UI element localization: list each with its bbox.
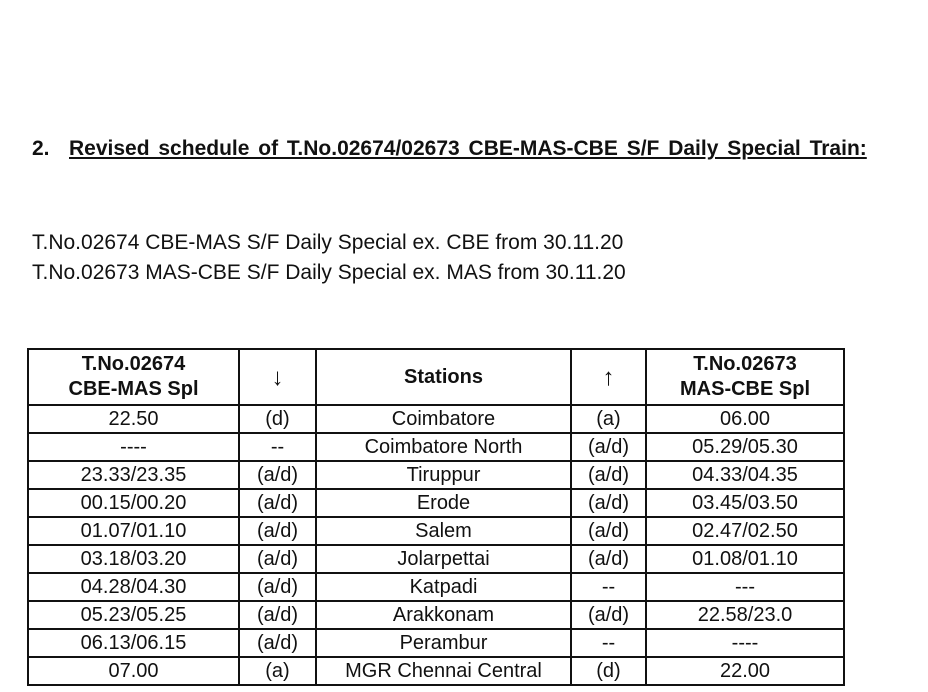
cell-station-name: Perambur <box>316 629 571 657</box>
table-row <box>28 517 844 545</box>
cell-02673-arr-dep: (a/d) <box>571 545 646 573</box>
cell-02673-time: 02.47/02.50 <box>646 517 844 545</box>
cell-02674-arr-dep: (a/d) <box>239 517 316 545</box>
header-row <box>28 349 844 405</box>
cell-02674-arr-dep: (a/d) <box>239 489 316 517</box>
header-train-number: T.No.02673 <box>693 353 797 375</box>
cell-02673-arr-dep: -- <box>571 573 646 601</box>
cell-02674-time: 06.13/06.15 <box>28 629 239 657</box>
cell-02674-time: ---- <box>28 433 239 461</box>
cell-02673-arr-dep: (a/d) <box>571 517 646 545</box>
table-row <box>28 629 844 657</box>
cell-station-name: Coimbatore <box>316 405 571 433</box>
section-title: Revised schedule of T.No.02674/02673 CBE-MAS-CBE S/F Daily Special Train: <box>69 137 867 160</box>
cell-02674-arr-dep: (a/d) <box>239 629 316 657</box>
header-train-name: MAS-CBE Spl <box>680 378 810 400</box>
info-line: T.No.02673 MAS-CBE S/F Daily Special ex. MAS from 30.11.20 <box>32 261 626 284</box>
cell-02673-arr-dep: (a/d) <box>571 433 646 461</box>
header-train-02674 <box>28 349 239 405</box>
cell-02673-time: 01.08/01.10 <box>646 545 844 573</box>
cell-02673-arr-dep: (a/d) <box>571 601 646 629</box>
cell-02673-arr-dep: (d) <box>571 657 646 685</box>
header-train-02673 <box>646 349 844 405</box>
table-row <box>28 489 844 517</box>
section-number: 2. <box>32 137 50 160</box>
cell-02673-time: 22.00 <box>646 657 844 685</box>
cell-station-name: Arakkonam <box>316 601 571 629</box>
cell-02673-arr-dep: (a) <box>571 405 646 433</box>
down-arrow-icon: ↓ <box>239 349 316 405</box>
schedule-table <box>27 348 845 686</box>
cell-02674-arr-dep: (a/d) <box>239 545 316 573</box>
cell-02673-time: 05.29/05.30 <box>646 433 844 461</box>
cell-02674-arr-dep: (a/d) <box>239 601 316 629</box>
cell-02673-time: --- <box>646 573 844 601</box>
cell-02674-time: 07.00 <box>28 657 239 685</box>
header-train-name: CBE-MAS Spl <box>68 378 199 400</box>
cell-station-name: Tiruppur <box>316 461 571 489</box>
cell-02674-time: 04.28/04.30 <box>28 573 239 601</box>
table-row <box>28 545 844 573</box>
cell-02673-arr-dep: (a/d) <box>571 489 646 517</box>
table-row <box>28 433 844 461</box>
cell-station-name: Erode <box>316 489 571 517</box>
train-info <box>32 228 626 288</box>
table-row <box>28 461 844 489</box>
cell-02673-time: 03.45/03.50 <box>646 489 844 517</box>
header-train-number: T.No.02674 <box>81 353 186 375</box>
cell-02674-arr-dep: -- <box>239 433 316 461</box>
cell-02674-time: 01.07/01.10 <box>28 517 239 545</box>
table-row <box>28 657 844 685</box>
cell-02674-arr-dep: (a/d) <box>239 461 316 489</box>
header-stations: Stations <box>316 349 571 405</box>
cell-station-name: Jolarpettai <box>316 545 571 573</box>
cell-02674-time: 03.18/03.20 <box>28 545 239 573</box>
cell-02673-arr-dep: (a/d) <box>571 461 646 489</box>
section-heading <box>32 134 912 163</box>
cell-02674-time: 22.50 <box>28 405 239 433</box>
cell-02674-time: 00.15/00.20 <box>28 489 239 517</box>
cell-station-name: Katpadi <box>316 573 571 601</box>
cell-station-name: Salem <box>316 517 571 545</box>
cell-02673-time: 22.58/23.0 <box>646 601 844 629</box>
table-row <box>28 573 844 601</box>
cell-02673-time: 04.33/04.35 <box>646 461 844 489</box>
cell-02674-arr-dep: (a) <box>239 657 316 685</box>
cell-02674-arr-dep: (d) <box>239 405 316 433</box>
cell-station-name: Coimbatore North <box>316 433 571 461</box>
cell-02674-time: 23.33/23.35 <box>28 461 239 489</box>
table-row <box>28 601 844 629</box>
cell-02674-arr-dep: (a/d) <box>239 573 316 601</box>
table-row <box>28 405 844 433</box>
cell-station-name: MGR Chennai Central <box>316 657 571 685</box>
info-line: T.No.02674 CBE-MAS S/F Daily Special ex. CBE from 30.11.20 <box>32 231 624 254</box>
cell-02673-time: ---- <box>646 629 844 657</box>
up-arrow-icon: ↑ <box>571 349 646 405</box>
cell-02674-time: 05.23/05.25 <box>28 601 239 629</box>
cell-02673-time: 06.00 <box>646 405 844 433</box>
cell-02673-arr-dep: -- <box>571 629 646 657</box>
